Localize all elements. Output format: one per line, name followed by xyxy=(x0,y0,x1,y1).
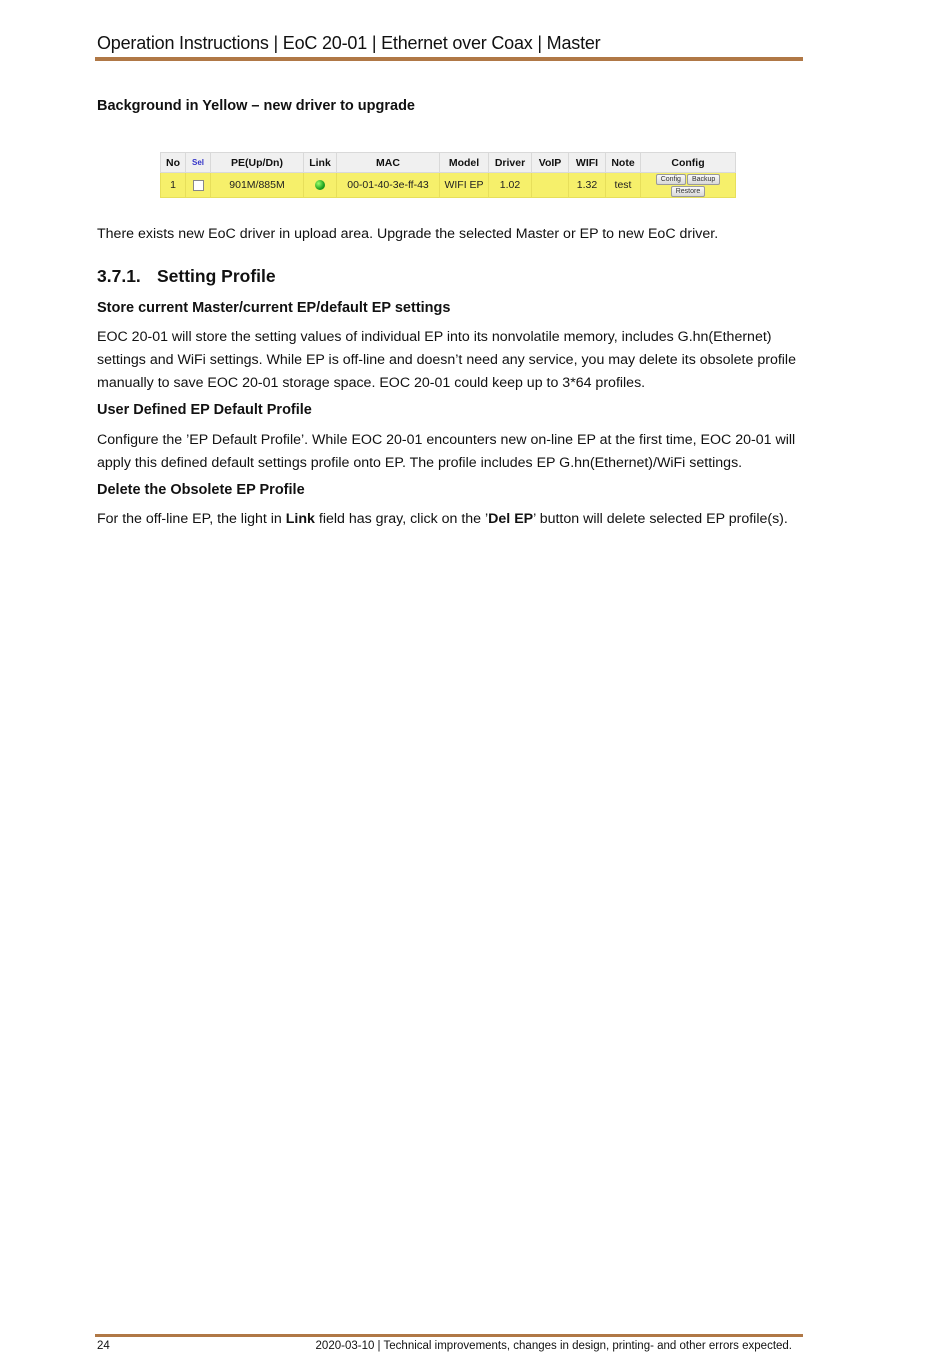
col-note: Note xyxy=(606,153,641,173)
section-number: 3.7.1. xyxy=(97,266,141,286)
page-number: 24 xyxy=(97,1340,110,1352)
link-term: Link xyxy=(285,511,315,527)
cell-wifi: 1.32 xyxy=(569,173,606,198)
col-config: Config xyxy=(641,153,736,173)
config-button[interactable]: Config xyxy=(656,174,686,185)
subheading-default-profile: User Defined EP Default Profile xyxy=(97,402,312,418)
restore-button[interactable]: Restore xyxy=(671,186,706,197)
cell-mac: 00-01-40-3e-ff-43 xyxy=(337,173,440,198)
cell-note: test xyxy=(606,173,641,198)
col-link: Link xyxy=(304,153,337,173)
paragraph-line: apply this defined default settings profile onto EP. The profile includes EP G.hn(Ethernet)/WiFi settings. xyxy=(97,455,743,471)
subheading-delete-profile: Delete the Obsolete EP Profile xyxy=(97,482,305,498)
subheading-store-settings: Store current Master/current EP/default EP settings xyxy=(97,300,451,316)
backup-button[interactable]: Backup xyxy=(687,174,720,185)
col-driver: Driver xyxy=(489,153,532,173)
cell-config xyxy=(641,173,736,198)
text-span: ’ button will delete selected EP profile(s). xyxy=(533,511,788,527)
paragraph-default-profile xyxy=(97,429,807,475)
table-header-row xyxy=(161,153,736,173)
col-model: Model xyxy=(440,153,489,173)
del-ep-term: Del EP xyxy=(488,511,534,527)
section-heading xyxy=(97,266,276,287)
cell-model: WIFI EP xyxy=(440,173,489,198)
col-mac: MAC xyxy=(337,153,440,173)
header-divider xyxy=(95,57,803,61)
text-span: For the off-line EP, the light in xyxy=(97,511,286,527)
paragraph-store-settings xyxy=(97,326,807,395)
paragraph-delete-profile xyxy=(97,508,807,531)
footer-divider xyxy=(95,1334,803,1337)
cell-driver: 1.02 xyxy=(489,173,532,198)
cell-voip xyxy=(532,173,569,198)
table-row xyxy=(161,173,736,198)
col-pe: PE(Up/Dn) xyxy=(211,153,304,173)
footer-note: 2020-03-10 | Technical improvements, changes in design, printing- and other errors expected. xyxy=(315,1340,792,1352)
green-led-icon xyxy=(315,180,325,190)
col-sel: Sel xyxy=(186,153,211,173)
cell-no: 1 xyxy=(161,173,186,198)
paragraph-line: EOC 20-01 will store the setting values of individual EP into its nonvolatile memory, includes G.hn(Ethernet) xyxy=(97,329,772,345)
intro-heading: Background in Yellow – new driver to upgrade xyxy=(97,98,415,114)
paragraph-line: manually to save EOC 20-01 storage space. EOC 20-01 could keep up to 3*64 profiles. xyxy=(97,375,646,391)
cell-sel xyxy=(186,173,211,198)
paragraph-line: Configure the ’EP Default Profile’. While EOC 20-01 encounters new on-line EP at the first time, EOC 20-01 will xyxy=(97,432,796,448)
cell-pe: 901M/885M xyxy=(211,173,304,198)
paragraph-line: settings and WiFi settings. While EP is off-line and doesn’t need any service, you may delete its obsolete profile xyxy=(97,352,796,368)
select-checkbox[interactable] xyxy=(193,180,204,191)
ep-status-table xyxy=(160,152,736,198)
col-no: No xyxy=(161,153,186,173)
cell-link xyxy=(304,173,337,198)
col-voip: VoIP xyxy=(532,153,569,173)
section-title: Setting Profile xyxy=(157,266,276,286)
page-header-title: Operation Instructions | EoC 20-01 | Ethernet over Coax | Master xyxy=(97,33,601,53)
col-wifi: WIFI xyxy=(569,153,606,173)
text-span: field has gray, click on the ’ xyxy=(314,511,489,527)
intro-description: There exists new EoC driver in upload area. Upgrade the selected Master or EP to new EoC driver. xyxy=(97,226,719,242)
